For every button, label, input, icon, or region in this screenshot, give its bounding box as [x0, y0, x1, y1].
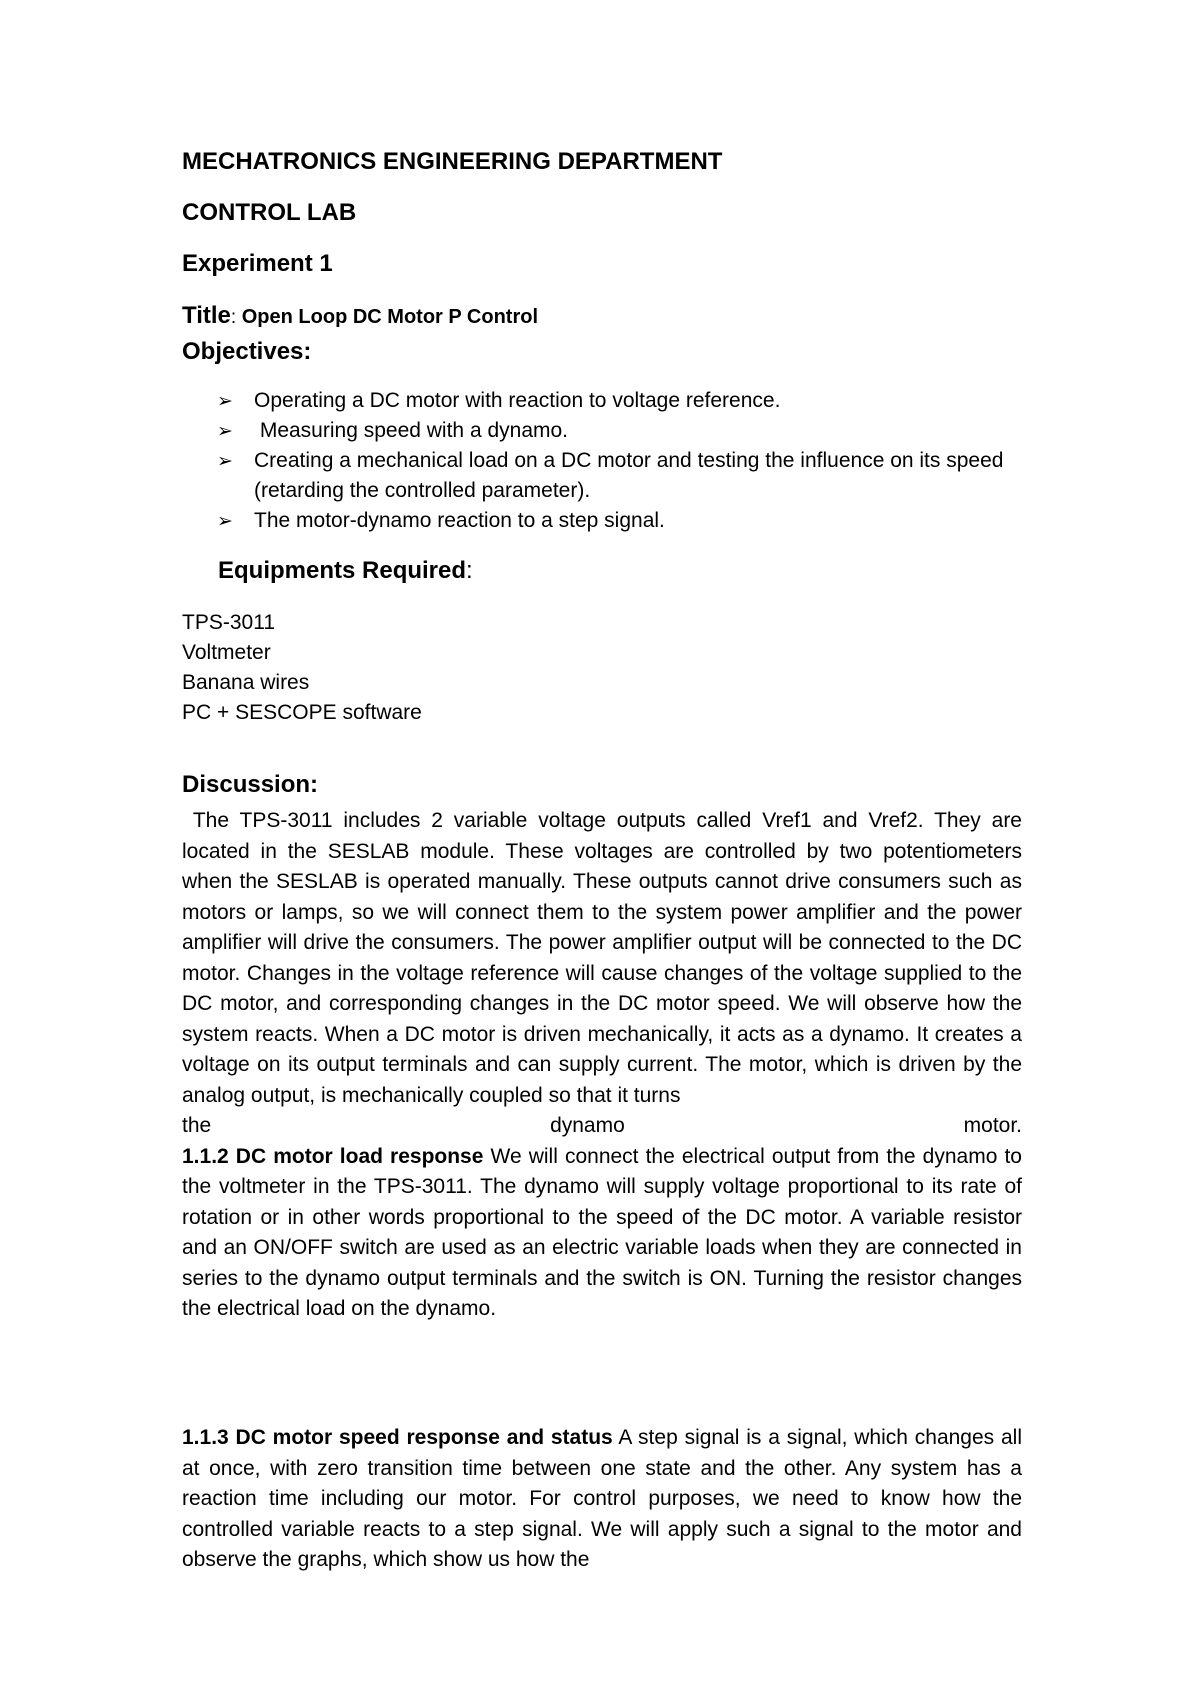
list-item	[182, 506, 1042, 536]
list-item	[182, 446, 1042, 506]
equipment-list	[182, 608, 422, 728]
title-value: Open Loop DC Motor P Control	[236, 306, 539, 328]
word-dynamo: dynamo	[550, 1114, 625, 1137]
section-title: 1.1.2 DC motor load response	[182, 1144, 484, 1168]
objective-text: Operating a DC motor with reaction to voltage reference.	[254, 389, 781, 412]
list-item	[182, 416, 1042, 446]
arrow-bullet-icon: ➢	[217, 390, 233, 412]
lab-heading: CONTROL LAB	[182, 199, 357, 226]
section-title: 1.1.3 DC motor speed response and status	[182, 1426, 613, 1449]
title-label: Title	[182, 302, 231, 329]
equipment-heading-colon: :	[466, 557, 473, 584]
objective-text: Measuring speed with a dynamo.	[254, 419, 569, 442]
arrow-bullet-icon: ➢	[217, 510, 233, 532]
discussion-heading: Discussion:	[182, 771, 319, 798]
equipment-heading	[218, 557, 473, 585]
equipment-heading-text: Equipments Required	[218, 557, 467, 584]
arrow-bullet-icon: ➢	[217, 420, 233, 442]
list-item: Banana wires	[182, 671, 310, 694]
objectives-heading: Objectives:	[182, 338, 312, 365]
discussion-body	[182, 806, 1028, 1325]
section-text: A step signal is a signal, which changes all at once, with zero transition time between one state and the other. Any system has a reaction time including our motor. For control purposes, we need to know how the controlled variable reacts to a step signal. We will apply such a signal to the motor and observe the graphs, which show us how the	[182, 1426, 1028, 1571]
section-text: We will connect the electrical output from the dynamo to the voltmeter in the TPS-3011. The dynamo will supply voltage proportional to its rate of rotation or in other words proportional to the speed of the DC motor. A variable resistor and an ON/OFF switch are used as an electric variable loads when they are connected in series to the dynamo output terminals and the switch is ON. Turning the resistor changes the electrical load on the dynamo.	[182, 1144, 1028, 1320]
list-item: Voltmeter	[182, 641, 271, 664]
objective-text: Creating a mechanical load on a DC motor and testing the influence on its speed (retarding the controlled parameter).	[254, 449, 1004, 502]
list-item: PC + SESCOPE software	[182, 701, 422, 724]
objective-text: The motor-dynamo reaction to a step signal.	[254, 509, 665, 532]
experiment-heading: Experiment 1	[182, 250, 333, 277]
arrow-bullet-icon: ➢	[217, 450, 233, 472]
title-line	[182, 302, 538, 330]
objectives-list	[182, 386, 1042, 536]
list-item: TPS-3011	[182, 611, 275, 634]
title-colon: :	[230, 307, 237, 328]
word-the: the	[182, 1114, 212, 1137]
list-item	[182, 386, 1042, 416]
department-heading: MECHATRONICS ENGINEERING DEPARTMENT	[182, 148, 723, 175]
word-motor: motor.	[963, 1114, 1022, 1137]
section-speed-response	[182, 1423, 1028, 1576]
discussion-paragraph: The TPS-3011 includes 2 variable voltage outputs called Vref1 and Vref2. They are located in the SESLAB module. These voltages are controlled by two potentiometers when the SESLAB is operated manually. These outputs cannot drive consumers such as motors or lamps, so we will connect them to the system power amplifier and the power amplifier will drive the consumers. The power amplifier output will be connected to the DC motor. Changes in the voltage reference will cause changes of the voltage supplied to the DC motor, and corresponding changes in the DC motor speed. We will observe how the system reacts. When a DC motor is driven mechanically, it acts as a dynamo. It creates a voltage on its output terminals and can supply current. The motor, which is driven by the analog output, is mechanically coupled so that it turns	[182, 809, 1028, 1107]
section-load-response	[182, 1142, 1028, 1325]
justified-last-line	[182, 1111, 1022, 1142]
